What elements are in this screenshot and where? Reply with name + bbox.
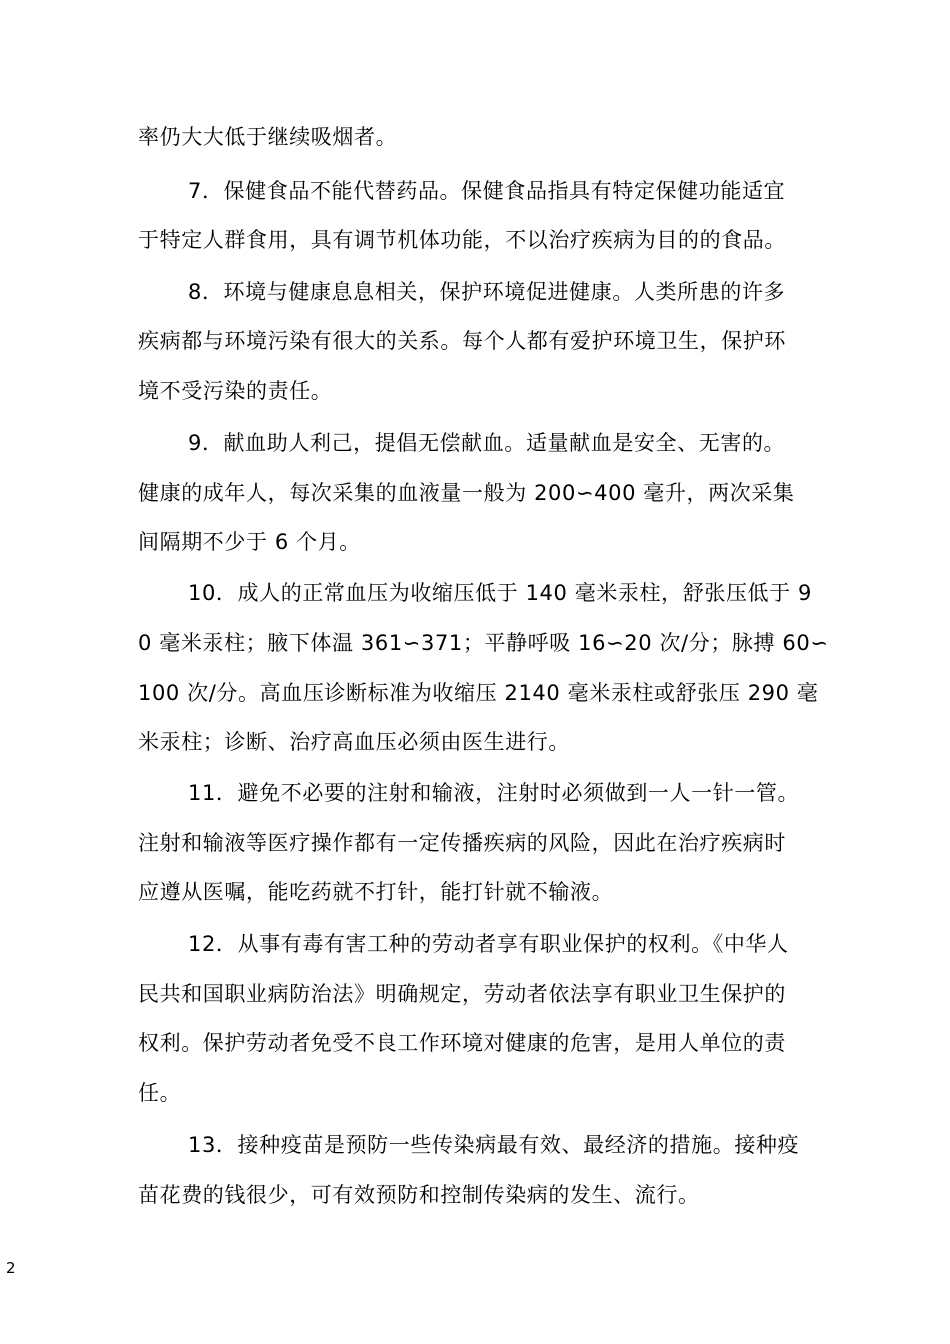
text-line: 间隔期不少于 6 个月。 xyxy=(138,530,361,554)
text-line: 民共和国职业病防治法》明确规定，劳动者依法享有职业卫生保护的 xyxy=(138,982,786,1006)
text-line: 0 毫米汞柱；腋下体温 361∽371；平静呼吸 16∽20 次/分；脉搏 60∽ xyxy=(138,631,829,655)
text-line: 率仍大大低于继续吸烟者。 xyxy=(138,125,398,149)
text-line: 米汞柱；诊断、治疗高血压必须由医生进行。 xyxy=(138,730,570,754)
text-line: 健康的成年人，每次采集的血液量一般为 200∽400 毫升，两次采集 xyxy=(138,481,795,505)
text-line: 注射和输液等医疗操作都有一定传播疾病的风险，因此在治疗疾病时 xyxy=(138,831,786,855)
text-line: 10．成人的正常血压为收缩压低于 140 毫米汞柱，舒张压低于 9 xyxy=(188,581,812,605)
text-line: 100 次/分。高血压诊断标准为收缩压 2140 毫米汞柱或舒张压 290 毫 xyxy=(138,681,819,705)
text-line: 11．避免不必要的注射和输液，注射时必须做到一人一针一管。 xyxy=(188,781,800,805)
text-line: 9．献血助人利己，提倡无偿献血。适量献血是安全、无害的。 xyxy=(188,431,786,455)
text-line: 7．保健食品不能代替药品。保健食品指具有特定保健功能适宜 xyxy=(188,179,786,203)
text-line: 12．从事有毒有害工种的劳动者享有职业保护的权利。《中华人 xyxy=(188,932,789,956)
text-line: 于特定人群食用，具有调节机体功能，不以治疗疾病为目的的食品。 xyxy=(138,228,786,252)
text-line: 苗花费的钱很少，可有效预防和控制传染病的发生、流行。 xyxy=(138,1183,700,1207)
text-line: 权利。保护劳动者免受不良工作环境对健康的危害，是用人单位的责 xyxy=(138,1031,786,1055)
text-line: 13．接种疫苗是预防一些传染病最有效、最经济的措施。接种疫 xyxy=(188,1133,800,1157)
text-line: 任。 xyxy=(138,1081,182,1105)
text-line: 8．环境与健康息息相关，保护环境促进健康。人类所患的许多 xyxy=(188,280,786,304)
page-number: 2 xyxy=(6,1259,16,1277)
text-line: 应遵从医嘱，能吃药就不打针，能打针就不输液。 xyxy=(138,880,614,904)
text-line: 疾病都与环境污染有很大的关系。每个人都有爱护环境卫生，保护环 xyxy=(138,329,786,353)
text-line: 境不受污染的责任。 xyxy=(138,379,333,403)
